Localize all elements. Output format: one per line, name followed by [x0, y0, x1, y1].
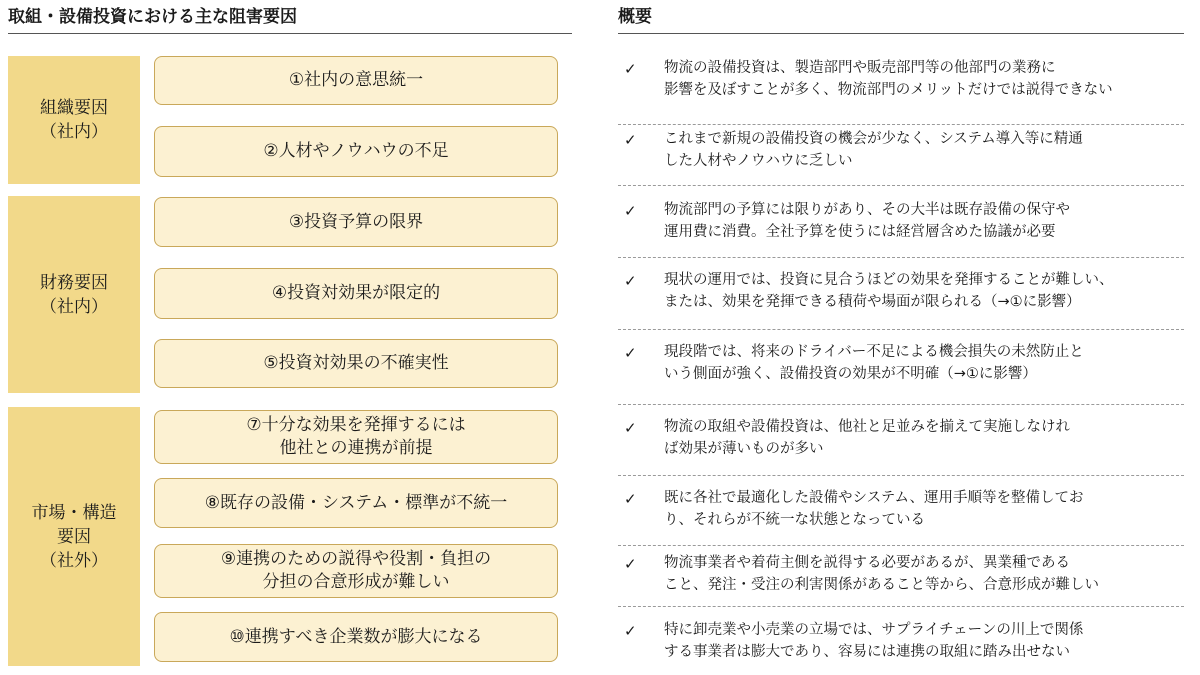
description-row	[618, 54, 1184, 125]
description-text: 物流事業者や着荷主側を説得する必要があるが、異業種である こと、発注・受注の利害関係があること等から、合意形成が難しい	[664, 555, 1099, 593]
category-label: 市場・構造 要因 （社外）	[31, 502, 117, 571]
left-section-title: 取組・設備投資における主な阻害要因	[8, 7, 297, 27]
description-text: 既に各社で最適化した設備やシステム、運用手順等を整備してお り、それらが不統一な状態となっている	[664, 490, 1084, 528]
category-label: 財務要因 （社内）	[40, 272, 108, 317]
checkmark-icon: ✓	[624, 490, 637, 508]
description-row	[618, 125, 1184, 186]
factor-box: ⑦十分な効果を発揮するには 他社との連携が前提	[154, 410, 558, 464]
checkmark-icon: ✓	[624, 272, 637, 290]
description-text: 現状の運用では、投資に見合うほどの効果を発揮することが難しい、 または、効果を発揮できる積荷や場面が限られる（→①に影響）	[664, 272, 1114, 310]
description-row	[618, 338, 1184, 405]
description-row	[618, 616, 1184, 670]
factor-box: ④投資対効果が限定的	[154, 268, 558, 319]
description-text: 現段階では、将来のドライバー不足による機会損失の未然防止と いう側面が強く、設備投資の効果が不明確（→①に影響）	[664, 344, 1084, 382]
factor-box: ①社内の意思統一	[154, 56, 558, 105]
factor-box: ⑩連携すべき企業数が膨大になる	[154, 612, 558, 662]
checkmark-icon: ✓	[624, 344, 637, 362]
checkmark-icon: ✓	[624, 202, 637, 220]
description-text: 物流部門の予算には限りがあり、その大半は既存設備の保守や 運用費に消費。全社予算を使うには経営層含めた協議が必要	[664, 202, 1070, 240]
category-label: 組織要因 （社内）	[40, 98, 108, 142]
factor-box: ⑤投資対効果の不確実性	[154, 339, 558, 388]
category-financial	[8, 196, 140, 393]
checkmark-icon: ✓	[624, 555, 637, 573]
description-row	[618, 549, 1184, 607]
description-text: 物流の設備投資は、製造部門や販売部門等の他部門の業務に 影響を及ぼすことが多く、物流部門のメリットだけでは説得できない	[664, 60, 1113, 98]
category-organizational	[8, 56, 140, 184]
description-text: これまで新規の設備投資の機会が少なく、システム導入等に精通 した人材やノウハウに乏しい	[664, 131, 1083, 169]
description-row	[618, 196, 1184, 258]
checkmark-icon: ✓	[624, 60, 637, 78]
category-market-structural	[8, 407, 140, 666]
checkmark-icon: ✓	[624, 419, 637, 437]
description-text: 特に卸売業や小売業の立場では、サプライチェーンの川上で関係 する事業者は膨大であり、容易には連携の取組に踏み出せない	[664, 622, 1084, 660]
description-text: 物流の取組や設備投資は、他社と足並みを揃えて実施しなけれ ば効果が薄いものが多い	[664, 419, 1070, 457]
factor-box: ③投資予算の限界	[154, 197, 558, 247]
factor-box: ⑨連携のための説得や役割・負担の 分担の合意形成が難しい	[154, 544, 558, 598]
right-header-divider	[618, 33, 1184, 34]
description-row	[618, 266, 1184, 330]
right-section-title: 概要	[618, 7, 652, 27]
left-header-divider	[8, 33, 572, 34]
checkmark-icon: ✓	[624, 622, 637, 640]
factor-box: ②人材やノウハウの不足	[154, 126, 558, 177]
factor-box: ⑧既存の設備・システム・標準が不統一	[154, 478, 558, 528]
description-row	[618, 484, 1184, 546]
description-row	[618, 413, 1184, 476]
checkmark-icon: ✓	[624, 131, 637, 149]
